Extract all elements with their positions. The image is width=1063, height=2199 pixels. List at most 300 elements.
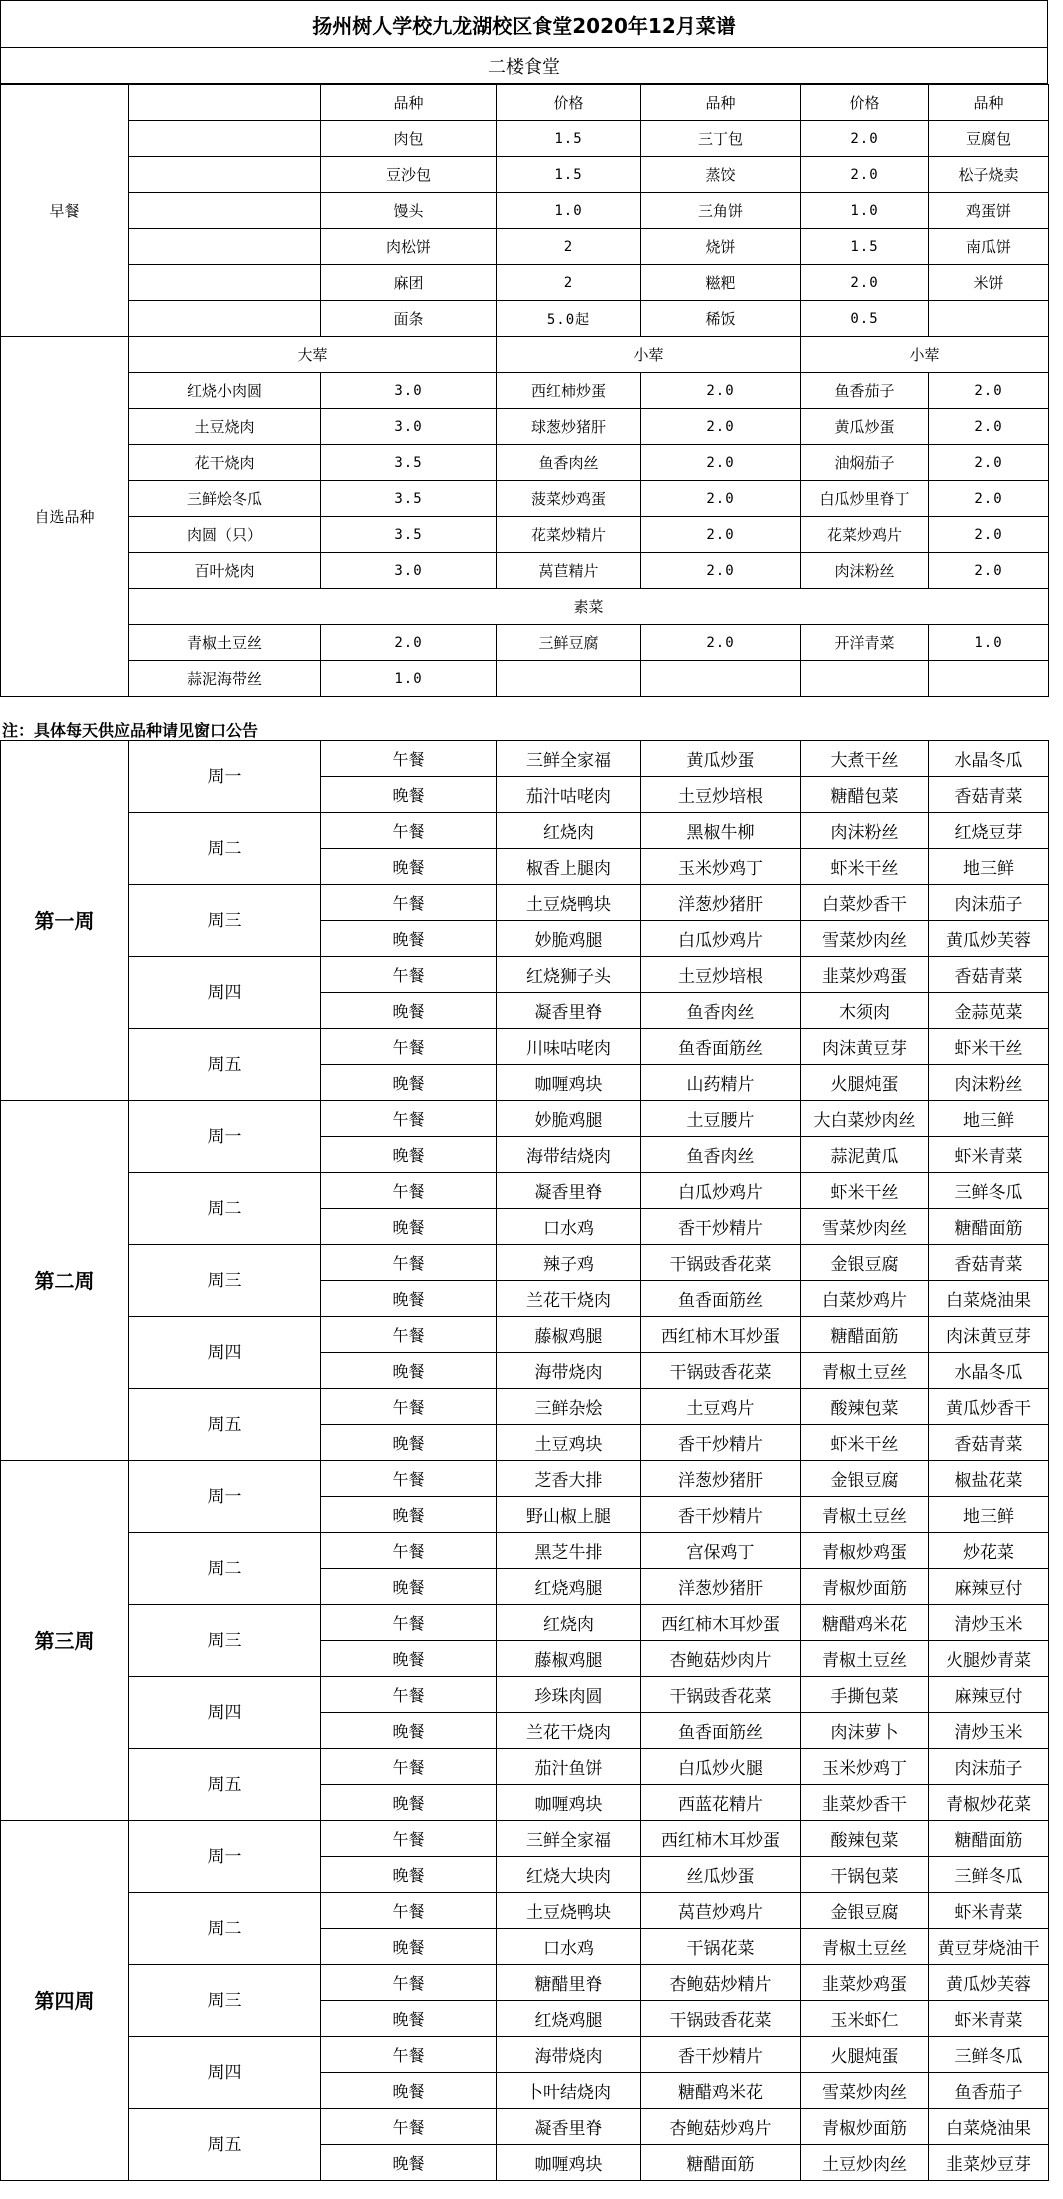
dish-name: 黄瓜炒蛋 <box>641 741 801 777</box>
dish-name: 野山椒上腿 <box>497 1497 641 1533</box>
item-price: 2.0 <box>929 517 1049 553</box>
meal-label: 午餐 <box>321 1605 497 1641</box>
item-name: 麻团 <box>321 265 497 301</box>
item-price: 3.0 <box>321 409 497 445</box>
optional-category-row <box>1 337 1049 373</box>
week-label: 第二周 <box>1 1101 129 1461</box>
item-name: 三角饼 <box>641 193 801 229</box>
menu-row <box>1 1893 1049 1929</box>
meal-label: 晚餐 <box>321 1929 497 1965</box>
meal-label: 晚餐 <box>321 777 497 813</box>
menu-row <box>1 1965 1049 2001</box>
meal-label: 午餐 <box>321 741 497 777</box>
item-name: 面条 <box>321 301 497 337</box>
meal-label: 午餐 <box>321 1893 497 1929</box>
rows-row <box>1 553 1049 589</box>
item-name: 白瓜炒里脊丁 <box>801 481 929 517</box>
item-name: 西红柿炒蛋 <box>497 373 641 409</box>
item-name <box>801 661 929 697</box>
day-label: 周五 <box>129 2109 321 2181</box>
dish-name: 金银豆腐 <box>801 1893 929 1929</box>
dish-name: 三鲜冬瓜 <box>929 1173 1049 1209</box>
dish-name: 妙脆鸡腿 <box>497 1101 641 1137</box>
dish-name: 糖醋面筋 <box>929 1821 1049 1857</box>
dish-name: 炒花菜 <box>929 1533 1049 1569</box>
spacer-cell <box>129 157 321 193</box>
item-name <box>929 301 1049 337</box>
meal-label: 晚餐 <box>321 1353 497 1389</box>
breakfast-label: 早餐 <box>1 85 129 337</box>
dish-name: 杏鲍菇炒精片 <box>641 1965 801 2001</box>
meal-label: 午餐 <box>321 1677 497 1713</box>
dish-name: 西红柿木耳炒蛋 <box>641 1821 801 1857</box>
meal-label: 午餐 <box>321 1101 497 1137</box>
dish-name: 杏鲍菇炒肉片 <box>641 1641 801 1677</box>
dish-name: 辣子鸡 <box>497 1245 641 1281</box>
dish-name: 海带结烧肉 <box>497 1137 641 1173</box>
dish-name: 地三鲜 <box>929 849 1049 885</box>
menu-row <box>1 2109 1049 2145</box>
dish-name: 地三鲜 <box>929 1497 1049 1533</box>
dish-name: 洋葱炒猪肝 <box>641 885 801 921</box>
breakfast-row <box>1 121 1049 157</box>
dish-name: 韭菜炒鸡蛋 <box>801 1965 929 2001</box>
item-name: 肉沫粉丝 <box>801 553 929 589</box>
dish-name: 糖醋鸡米花 <box>641 2073 801 2109</box>
dish-name: 咖喱鸡块 <box>497 2145 641 2181</box>
dish-name: 糖醋面筋 <box>641 2145 801 2181</box>
dish-name: 藤椒鸡腿 <box>497 1641 641 1677</box>
dish-name: 青椒炒面筋 <box>801 1569 929 1605</box>
item-price: 1.5 <box>801 229 929 265</box>
day-label: 周五 <box>129 1749 321 1821</box>
dish-name: 白菜炒香干 <box>801 885 929 921</box>
dish-name: 清炒玉米 <box>929 1713 1049 1749</box>
page-title: 扬州树人学校九龙湖校区食堂2020年12月菜谱 <box>0 0 1048 48</box>
dish-name: 三鲜杂烩 <box>497 1389 641 1425</box>
dish-name: 韭菜炒豆芽 <box>929 2145 1049 2181</box>
dish-name: 红烧豆芽 <box>929 813 1049 849</box>
dish-name: 鱼香面筋丝 <box>641 1713 801 1749</box>
dish-name: 玉米炒鸡丁 <box>801 1749 929 1785</box>
dish-name: 椒盐花菜 <box>929 1461 1049 1497</box>
dish-name: 虾米干丝 <box>801 1425 929 1461</box>
dish-name: 糖醋面筋 <box>929 1209 1049 1245</box>
dish-name: 妙脆鸡腿 <box>497 921 641 957</box>
meal-label: 午餐 <box>321 1533 497 1569</box>
meal-label: 午餐 <box>321 2109 497 2145</box>
dish-name: 干锅豉香花菜 <box>641 1245 801 1281</box>
meal-label: 晚餐 <box>321 1857 497 1893</box>
meal-label: 午餐 <box>321 813 497 849</box>
dish-name: 白菜烧油果 <box>929 2109 1049 2145</box>
rows-row <box>1 373 1049 409</box>
dish-name: 咖喱鸡块 <box>497 1065 641 1101</box>
menu-row <box>1 1101 1049 1137</box>
rows-row <box>1 517 1049 553</box>
dish-name: 土豆烧鸭块 <box>497 885 641 921</box>
spacer-cell <box>129 265 321 301</box>
dish-name: 肉沫黄豆芽 <box>801 1029 929 1065</box>
meal-label: 午餐 <box>321 1245 497 1281</box>
dish-name: 鱼香肉丝 <box>641 993 801 1029</box>
meal-label: 晚餐 <box>321 1425 497 1461</box>
item-price: 2.0 <box>641 481 801 517</box>
dish-name: 芝香大排 <box>497 1461 641 1497</box>
column-header: 价格 <box>801 85 929 121</box>
item-price: 2.0 <box>801 121 929 157</box>
meal-label: 晚餐 <box>321 2145 497 2181</box>
dish-name: 青椒土豆丝 <box>801 1929 929 1965</box>
dish-name: 黄瓜炒芙蓉 <box>929 1965 1049 2001</box>
dish-name: 土豆烧鸭块 <box>497 1893 641 1929</box>
dish-name: 酸辣包菜 <box>801 1389 929 1425</box>
dish-name: 宫保鸡丁 <box>641 1533 801 1569</box>
menu-row <box>1 1749 1049 1785</box>
item-name: 三鲜豆腐 <box>497 625 641 661</box>
day-label: 周一 <box>129 1101 321 1173</box>
item-name: 青椒土豆丝 <box>129 625 321 661</box>
dish-name: 干锅豉香花菜 <box>641 1677 801 1713</box>
item-price: 2.0 <box>929 409 1049 445</box>
dish-name: 兰花干烧肉 <box>497 1713 641 1749</box>
spacer-cell <box>129 193 321 229</box>
item-name: 肉松饼 <box>321 229 497 265</box>
day-label: 周一 <box>129 741 321 813</box>
day-label: 周四 <box>129 2037 321 2109</box>
spacer-cell <box>129 121 321 157</box>
dish-name: 鱼香茄子 <box>929 2073 1049 2109</box>
item-price <box>641 661 801 697</box>
item-price: 2.0 <box>641 625 801 661</box>
dish-name: 口水鸡 <box>497 1209 641 1245</box>
item-price: 3.5 <box>321 517 497 553</box>
dish-name: 糖醋包菜 <box>801 777 929 813</box>
day-label: 周四 <box>129 1317 321 1389</box>
item-price: 2.0 <box>801 157 929 193</box>
dish-name: 糖醋面筋 <box>801 1317 929 1353</box>
day-label: 周二 <box>129 813 321 885</box>
dish-name: 鱼香面筋丝 <box>641 1281 801 1317</box>
dish-name: 黄瓜炒香干 <box>929 1389 1049 1425</box>
dish-name: 金蒜苋菜 <box>929 993 1049 1029</box>
dish-name: 干锅包菜 <box>801 1857 929 1893</box>
dish-name: 黄瓜炒芙蓉 <box>929 921 1049 957</box>
dish-name: 金银豆腐 <box>801 1245 929 1281</box>
dish-name: 麻辣豆付 <box>929 1677 1049 1713</box>
day-label: 周五 <box>129 1029 321 1101</box>
item-price: 2.0 <box>641 517 801 553</box>
dish-name: 丝瓜炒蛋 <box>641 1857 801 1893</box>
note-text: 注：具体每天供应品种请见窗口公告 <box>2 721 259 740</box>
meal-label: 午餐 <box>321 1389 497 1425</box>
dish-name: 凝香里脊 <box>497 993 641 1029</box>
spacer-cell <box>129 229 321 265</box>
spacer-cell <box>129 85 321 121</box>
day-label: 周三 <box>129 885 321 957</box>
item-name: 百叶烧肉 <box>129 553 321 589</box>
item-name: 蒸饺 <box>641 157 801 193</box>
dish-name: 韭菜炒香干 <box>801 1785 929 1821</box>
day-label: 周四 <box>129 1677 321 1749</box>
category-small-meat: 小荤 <box>497 337 801 373</box>
meal-label: 午餐 <box>321 1029 497 1065</box>
dish-name: 虾米干丝 <box>801 849 929 885</box>
dish-name: 卜叶结烧肉 <box>497 2073 641 2109</box>
item-price <box>929 661 1049 697</box>
item-name: 黄瓜炒蛋 <box>801 409 929 445</box>
meal-label: 午餐 <box>321 1317 497 1353</box>
item-price: 3.0 <box>321 553 497 589</box>
dish-name: 清炒玉米 <box>929 1605 1049 1641</box>
dish-name: 肉沫萝卜 <box>801 1713 929 1749</box>
menu-row <box>1 741 1049 777</box>
item-price: 3.5 <box>321 481 497 517</box>
item-price: 5.0起 <box>497 301 641 337</box>
meal-label: 晚餐 <box>321 993 497 1029</box>
menu-row <box>1 957 1049 993</box>
dish-name: 虾米青菜 <box>929 1893 1049 1929</box>
dish-name: 红烧鸡腿 <box>497 1569 641 1605</box>
dish-name: 鱼香面筋丝 <box>641 1029 801 1065</box>
menu-row <box>1 813 1049 849</box>
dish-name: 肉沫粉丝 <box>801 813 929 849</box>
item-name: 南瓜饼 <box>929 229 1049 265</box>
dish-name: 白瓜炒火腿 <box>641 1749 801 1785</box>
dish-name: 红烧鸡腿 <box>497 2001 641 2037</box>
dish-name: 口水鸡 <box>497 1929 641 1965</box>
price-table <box>0 84 1049 697</box>
item-price: 2.0 <box>929 481 1049 517</box>
item-name: 油焖茄子 <box>801 445 929 481</box>
dish-name: 火腿炖蛋 <box>801 1065 929 1101</box>
meal-label: 午餐 <box>321 1173 497 1209</box>
dish-name: 椒香上腿肉 <box>497 849 641 885</box>
dish-name: 手撕包菜 <box>801 1677 929 1713</box>
dish-name: 玉米炒鸡丁 <box>641 849 801 885</box>
dish-name: 雪菜炒肉丝 <box>801 1209 929 1245</box>
item-name <box>497 661 641 697</box>
column-header: 品种 <box>929 85 1049 121</box>
meal-label: 晚餐 <box>321 2001 497 2037</box>
item-name: 馒头 <box>321 193 497 229</box>
dish-name: 虾米青菜 <box>929 2001 1049 2037</box>
day-label: 周二 <box>129 1893 321 1965</box>
menu-row <box>1 1389 1049 1425</box>
category-big-meat: 大荤 <box>129 337 497 373</box>
dish-name: 土豆炒培根 <box>641 957 801 993</box>
dish-name: 蒜泥黄瓜 <box>801 1137 929 1173</box>
item-name: 开洋青菜 <box>801 625 929 661</box>
rows-row <box>1 445 1049 481</box>
dish-name: 青椒炒鸡蛋 <box>801 1533 929 1569</box>
dish-name: 香菇青菜 <box>929 777 1049 813</box>
column-header: 价格 <box>497 85 641 121</box>
menu-row <box>1 1821 1049 1857</box>
item-name: 三丁包 <box>641 121 801 157</box>
item-name: 米饼 <box>929 265 1049 301</box>
menu-row <box>1 885 1049 921</box>
breakfast-header-row <box>1 85 1049 121</box>
day-label: 周五 <box>129 1389 321 1461</box>
dish-name: 白瓜炒鸡片 <box>641 1173 801 1209</box>
dish-name: 三鲜全家福 <box>497 741 641 777</box>
item-price: 0.5 <box>801 301 929 337</box>
dish-name: 酸辣包菜 <box>801 1821 929 1857</box>
dish-name: 糖醋鸡米花 <box>801 1605 929 1641</box>
item-name: 豆腐包 <box>929 121 1049 157</box>
meal-label: 晚餐 <box>321 849 497 885</box>
menu-row <box>1 1677 1049 1713</box>
item-name: 鱼香肉丝 <box>497 445 641 481</box>
veg_rows-row <box>1 625 1049 661</box>
dish-name: 虾米干丝 <box>929 1029 1049 1065</box>
dish-name: 白瓜炒鸡片 <box>641 921 801 957</box>
item-price: 2.0 <box>641 373 801 409</box>
meal-label: 午餐 <box>321 2037 497 2073</box>
rows-row <box>1 409 1049 445</box>
dish-name: 三鲜冬瓜 <box>929 2037 1049 2073</box>
dish-name: 青椒炒花菜 <box>929 1785 1049 1821</box>
menu-row <box>1 1533 1049 1569</box>
dish-name: 香菇青菜 <box>929 1425 1049 1461</box>
item-price: 3.5 <box>321 445 497 481</box>
item-price: 1.5 <box>497 121 641 157</box>
dish-name: 肉沫粉丝 <box>929 1065 1049 1101</box>
dish-name: 三鲜冬瓜 <box>929 1857 1049 1893</box>
day-label: 周二 <box>129 1173 321 1245</box>
dish-name: 香干炒精片 <box>641 1425 801 1461</box>
dish-name: 土豆炒肉丝 <box>801 2145 929 2181</box>
dish-name: 红烧狮子头 <box>497 957 641 993</box>
dish-name: 干锅豉香花菜 <box>641 1353 801 1389</box>
meal-label: 晚餐 <box>321 2073 497 2109</box>
dish-name: 大煮干丝 <box>801 741 929 777</box>
dish-name: 雪菜炒肉丝 <box>801 2073 929 2109</box>
dish-name: 火腿炒青菜 <box>929 1641 1049 1677</box>
dish-name: 土豆炒培根 <box>641 777 801 813</box>
item-price: 3.0 <box>321 373 497 409</box>
day-label: 周一 <box>129 1461 321 1533</box>
day-label: 周二 <box>129 1533 321 1605</box>
item-name: 花干烧肉 <box>129 445 321 481</box>
dish-name: 糖醋里脊 <box>497 1965 641 2001</box>
dish-name: 黄豆芽烧油干 <box>929 1929 1049 1965</box>
dish-name: 红烧大块肉 <box>497 1857 641 1893</box>
breakfast-row <box>1 301 1049 337</box>
dish-name: 茄汁咕咾肉 <box>497 777 641 813</box>
item-name: 土豆烧肉 <box>129 409 321 445</box>
meal-label: 晚餐 <box>321 1209 497 1245</box>
breakfast-row <box>1 193 1049 229</box>
meal-label: 晚餐 <box>321 1785 497 1821</box>
dish-name: 雪菜炒肉丝 <box>801 921 929 957</box>
item-price: 2 <box>497 265 641 301</box>
meal-label: 晚餐 <box>321 1281 497 1317</box>
spacer-cell <box>129 301 321 337</box>
dish-name: 西蓝花精片 <box>641 1785 801 1821</box>
meal-label: 晚餐 <box>321 1641 497 1677</box>
dish-name: 黑芝牛排 <box>497 1533 641 1569</box>
dish-name: 凝香里脊 <box>497 2109 641 2145</box>
item-name: 花菜炒鸡片 <box>801 517 929 553</box>
breakfast-row <box>1 229 1049 265</box>
day-label: 周三 <box>129 1245 321 1317</box>
dish-name: 莴苣炒鸡片 <box>641 1893 801 1929</box>
item-name: 鸡蛋饼 <box>929 193 1049 229</box>
breakfast-row <box>1 157 1049 193</box>
dish-name: 土豆鸡片 <box>641 1389 801 1425</box>
item-name: 松子烧卖 <box>929 157 1049 193</box>
dish-name: 木须肉 <box>801 993 929 1029</box>
item-price: 2.0 <box>321 625 497 661</box>
menu-row <box>1 2037 1049 2073</box>
dish-name: 咖喱鸡块 <box>497 1785 641 1821</box>
meal-label: 午餐 <box>321 1965 497 2001</box>
dish-name: 红烧肉 <box>497 813 641 849</box>
item-name: 肉包 <box>321 121 497 157</box>
floor-title: 二楼食堂 <box>0 48 1048 84</box>
meal-label: 午餐 <box>321 957 497 993</box>
dish-name: 藤椒鸡腿 <box>497 1317 641 1353</box>
dish-name: 三鲜全家福 <box>497 1821 641 1857</box>
optional-label: 自选品种 <box>1 337 129 697</box>
week-label: 第三周 <box>1 1461 129 1821</box>
meal-label: 晚餐 <box>321 921 497 957</box>
dish-name: 虾米干丝 <box>801 1173 929 1209</box>
dish-name: 青椒土豆丝 <box>801 1497 929 1533</box>
item-price: 2.0 <box>929 445 1049 481</box>
dish-name: 青椒土豆丝 <box>801 1641 929 1677</box>
meal-label: 午餐 <box>321 1821 497 1857</box>
dish-name: 地三鲜 <box>929 1101 1049 1137</box>
dish-name: 香干炒精片 <box>641 1497 801 1533</box>
item-name: 莴苣精片 <box>497 553 641 589</box>
dish-name: 杏鲍菇炒鸡片 <box>641 2109 801 2145</box>
dish-name: 麻辣豆付 <box>929 1569 1049 1605</box>
dish-name: 青椒炒面筋 <box>801 2109 929 2145</box>
item-name: 蒜泥海带丝 <box>129 661 321 697</box>
item-name: 红烧小肉圆 <box>129 373 321 409</box>
item-name: 菠菜炒鸡蛋 <box>497 481 641 517</box>
item-name: 球葱炒猪肝 <box>497 409 641 445</box>
dish-name: 肉沫黄豆芽 <box>929 1317 1049 1353</box>
item-price: 1.0 <box>321 661 497 697</box>
column-header: 品种 <box>641 85 801 121</box>
meal-label: 午餐 <box>321 885 497 921</box>
meal-label: 晚餐 <box>321 1713 497 1749</box>
dish-name: 火腿炖蛋 <box>801 2037 929 2073</box>
dish-name: 肉沫茄子 <box>929 885 1049 921</box>
dish-name: 虾米青菜 <box>929 1137 1049 1173</box>
dish-name: 洋葱炒猪肝 <box>641 1569 801 1605</box>
dish-name: 茄汁鱼饼 <box>497 1749 641 1785</box>
dish-name: 海带烧肉 <box>497 2037 641 2073</box>
dish-name: 土豆鸡块 <box>497 1425 641 1461</box>
item-price: 2.0 <box>641 553 801 589</box>
dish-name: 香干炒精片 <box>641 1209 801 1245</box>
item-name: 豆沙包 <box>321 157 497 193</box>
veg-category-row <box>1 589 1049 625</box>
dish-name: 水晶冬瓜 <box>929 1353 1049 1389</box>
weekly-menu-table <box>0 740 1049 2181</box>
item-price: 1.0 <box>801 193 929 229</box>
menu-row <box>1 1245 1049 1281</box>
item-name: 糍粑 <box>641 265 801 301</box>
dish-name: 川味咕咾肉 <box>497 1029 641 1065</box>
dish-name: 白菜烧油果 <box>929 1281 1049 1317</box>
dish-name: 土豆腰片 <box>641 1101 801 1137</box>
